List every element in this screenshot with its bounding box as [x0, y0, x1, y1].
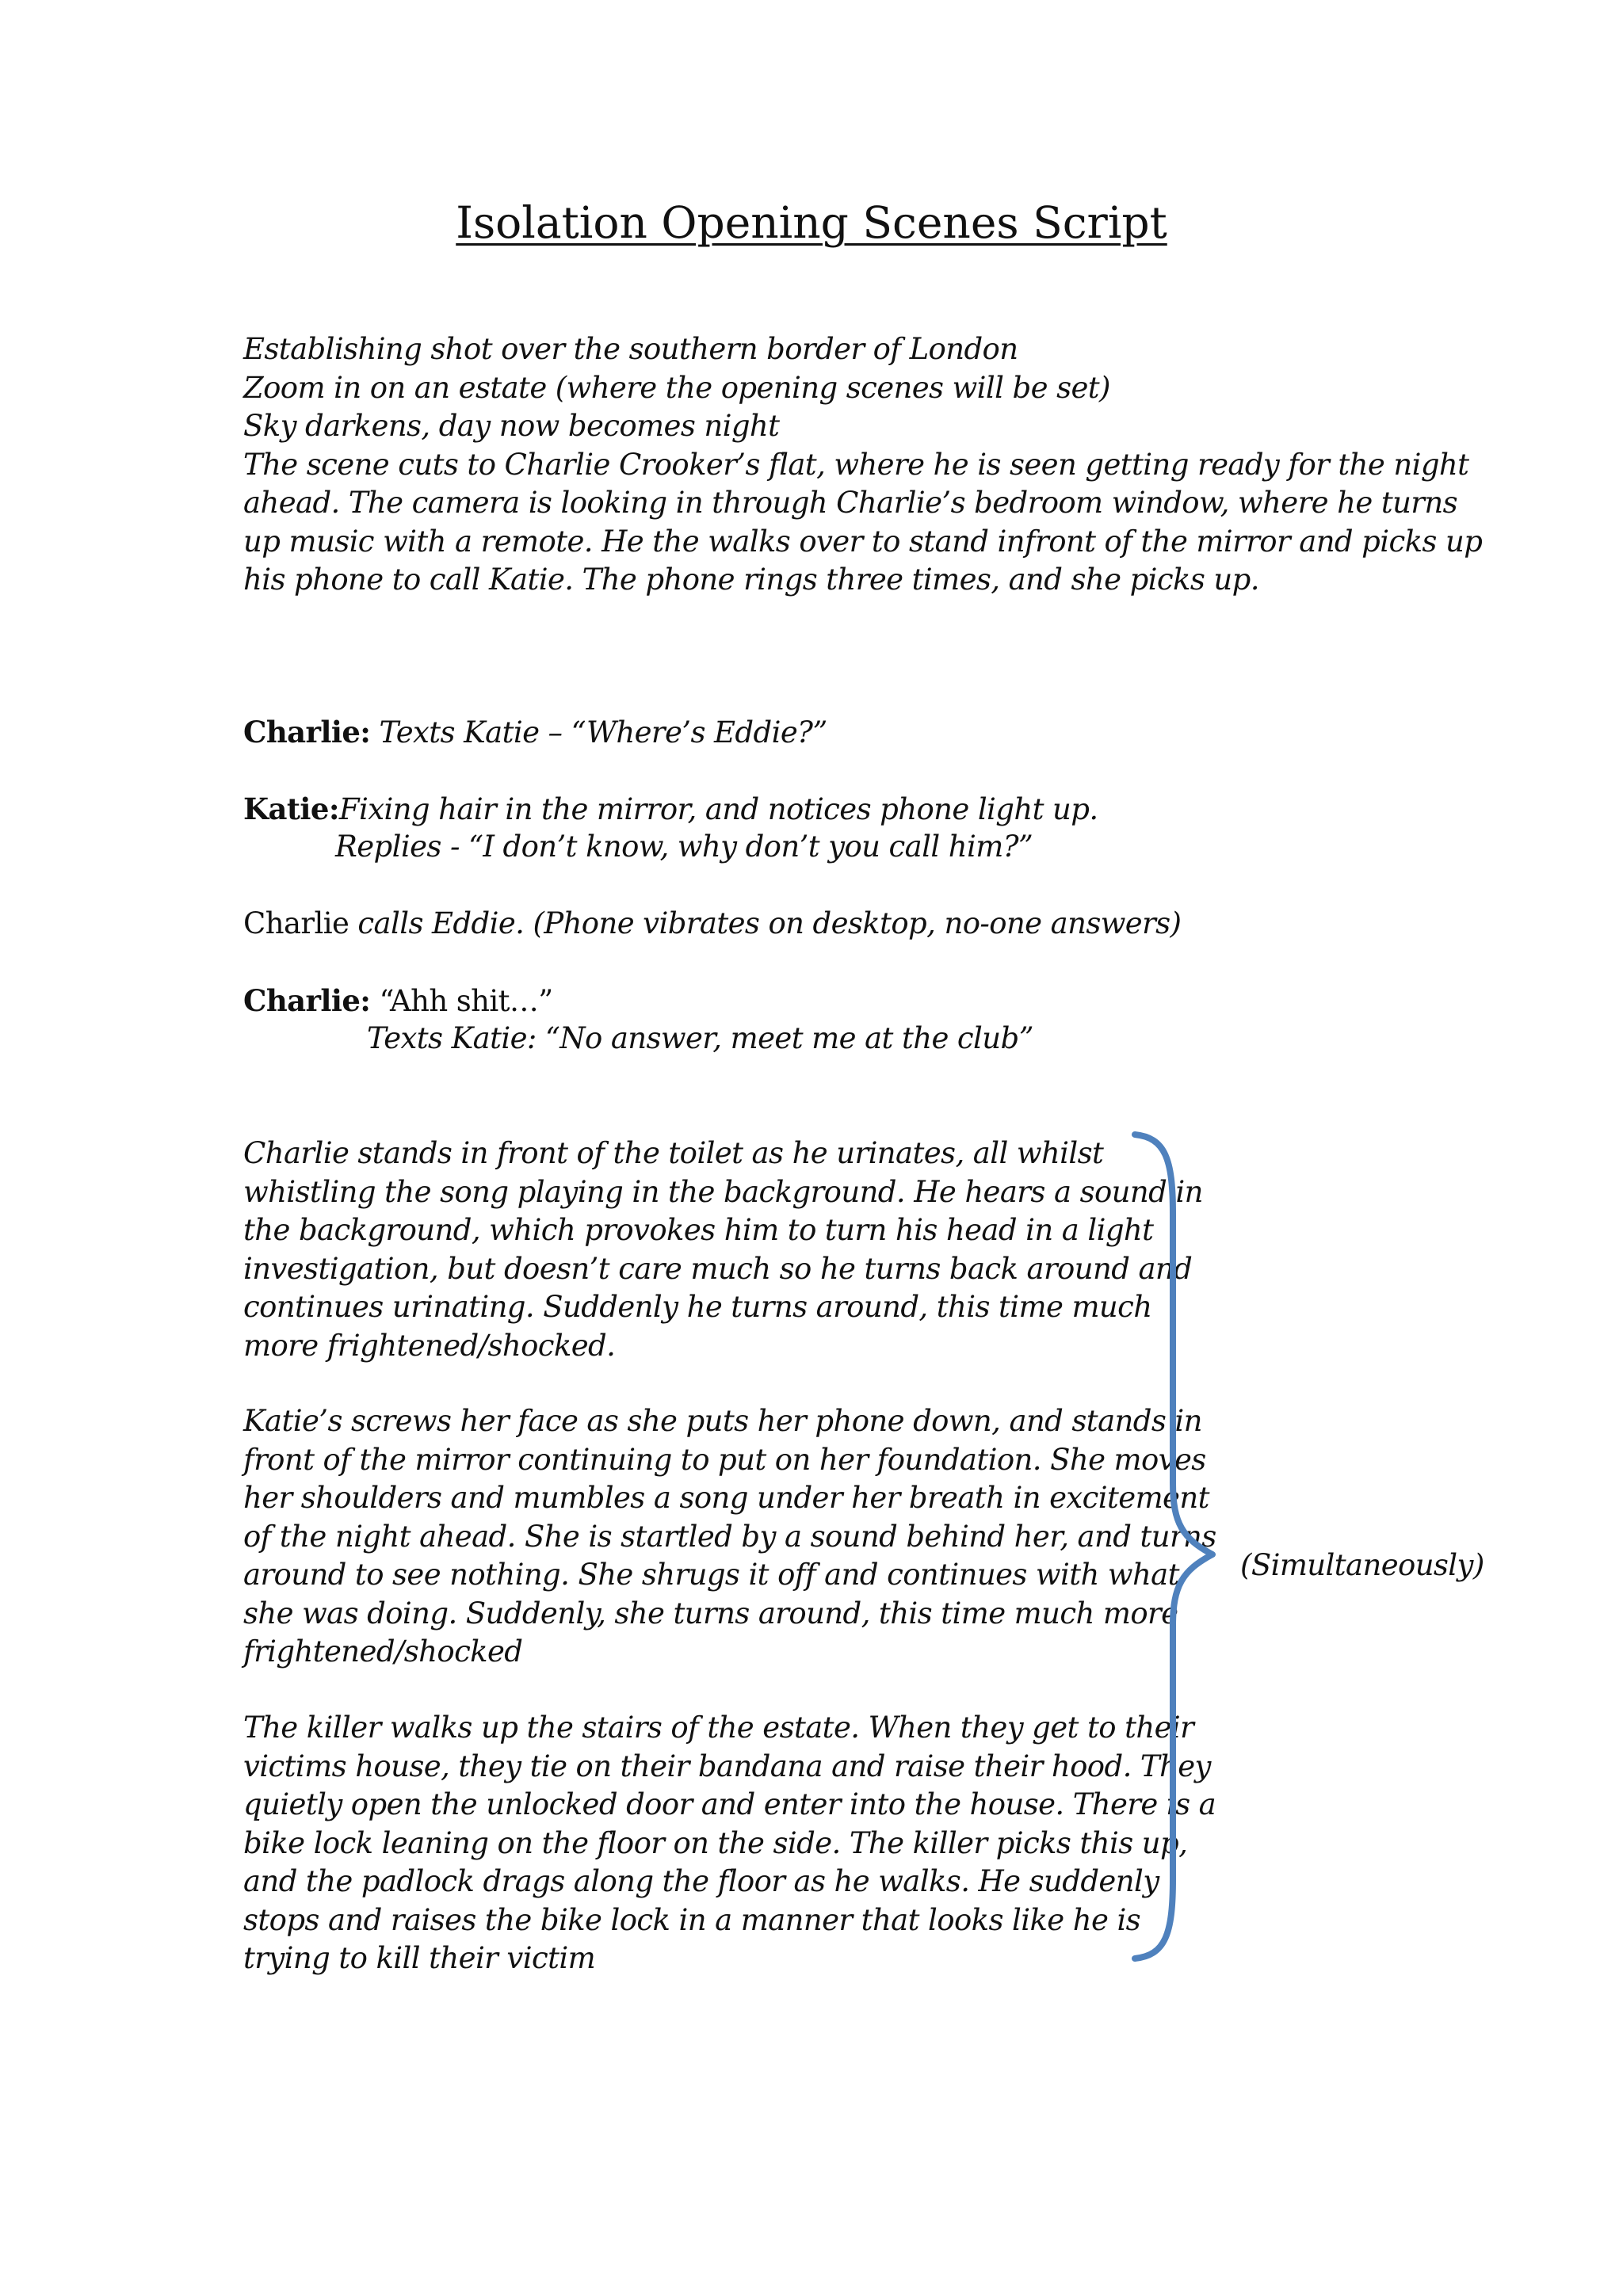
paragraph-line: her shoulders and mumbles a song under her breath in excitement — [243, 1481, 1209, 1515]
stage-direction: Fixing hair in the mirror, and notices phone light up. — [338, 792, 1098, 826]
intro-line: up music with a remote. He the walks over to stand infront of the mirror and picks up — [243, 524, 1483, 559]
paragraph-line: front of the mirror continuing to put on her foundation. She moves — [243, 1442, 1206, 1477]
intro-line: Sky darkens, day now becomes night — [243, 409, 780, 443]
paragraph-line: Katie’s screws her face as she puts her phone down, and stands in — [243, 1404, 1202, 1438]
dialogue-continuation: Texts Katie: “No answer, meet me at the club” — [367, 1021, 1033, 1055]
speaker-name: Katie: — [243, 791, 339, 826]
paragraph-line: victims house, they tie on their bandana and raise their hood. They — [243, 1749, 1211, 1783]
scene-paragraph-katie — [243, 1402, 1216, 1672]
intro-line: ahead. The camera is looking in through Charlie’s bedroom window, where he turns — [243, 486, 1458, 520]
intro-line: The scene cuts to Charlie Crooker’s flat, where he is seen getting ready for the night — [243, 447, 1469, 482]
paragraph-line: continues urinating. Suddenly he turns around, this time much — [243, 1290, 1152, 1324]
page-title: Isolation Opening Scenes Script — [456, 197, 1167, 248]
intro-line: Zoom in on an estate (where the opening scenes will be set) — [243, 370, 1110, 405]
paragraph-line: bike lock leaning on the floor on the side. The killer picks this up, — [243, 1825, 1188, 1860]
paragraph-line: whistling the song playing in the background. He hears a sound in — [243, 1174, 1203, 1209]
paragraph-line: The killer walks up the stairs of the estate. When they get to their — [243, 1711, 1194, 1745]
paragraph-line: stops and raises the bike lock in a manner that looks like he is — [243, 1902, 1141, 1937]
dialogue-line-charlie-reply — [243, 982, 553, 1021]
paragraph-line: investigation, but doesn’t care much so he turns back around and — [243, 1251, 1193, 1286]
speaker-name: Charlie: — [243, 983, 371, 1018]
scene-paragraph-charlie — [243, 1135, 1203, 1365]
spoken-line: “Ahh shit…” — [379, 984, 553, 1018]
dialogue-line-katie — [243, 790, 1098, 830]
paragraph-line: quietly open the unlocked door and enter into the house. There is a — [243, 1787, 1216, 1821]
intro-line: Establishing shot over the southern border of London — [243, 332, 1018, 366]
speaker-name: Charlie: — [243, 715, 371, 749]
stage-direction: calls Eddie. (Phone vibrates on desktop, no-one answers) — [357, 906, 1182, 940]
paragraph-line: more frightened/shocked. — [243, 1328, 616, 1363]
scene-paragraph-killer — [243, 1709, 1216, 1978]
paragraph-line: and the padlock drags along the floor as he walks. He suddenly — [243, 1864, 1159, 1898]
stage-direction: Texts Katie – “Where’s Eddie?” — [379, 715, 827, 749]
intro-directions — [243, 330, 1483, 600]
paragraph-line: she was doing. Suddenly, she turns around, this time much more — [243, 1596, 1178, 1630]
paragraph-line: of the night ahead. She is startled by a sound behind her, and turns — [243, 1519, 1216, 1554]
intro-line: his phone to call Katie. The phone rings three times, and she picks up. — [243, 563, 1259, 597]
paragraph-line: the background, which provokes him to turn his head in a light — [243, 1213, 1154, 1247]
paragraph-line: around to see nothing. She shrugs it off and continues with what — [243, 1558, 1179, 1592]
dialogue-line-charlie-call — [243, 905, 1181, 944]
paragraph-line: Charlie stands in front of the toilet as he urinates, all whilst — [243, 1136, 1104, 1170]
simultaneously-label: (Simultaneously) — [1240, 1548, 1484, 1582]
dialogue-continuation: Replies - “I don’t know, why don’t you call him?” — [335, 830, 1033, 864]
curly-brace-icon — [1125, 1127, 1220, 1966]
paragraph-line: frightened/shocked — [243, 1634, 523, 1669]
paragraph-line: trying to kill their victim — [243, 1941, 596, 1975]
dialogue-line-charlie-text — [243, 713, 827, 753]
character-name: Charlie — [243, 906, 349, 940]
